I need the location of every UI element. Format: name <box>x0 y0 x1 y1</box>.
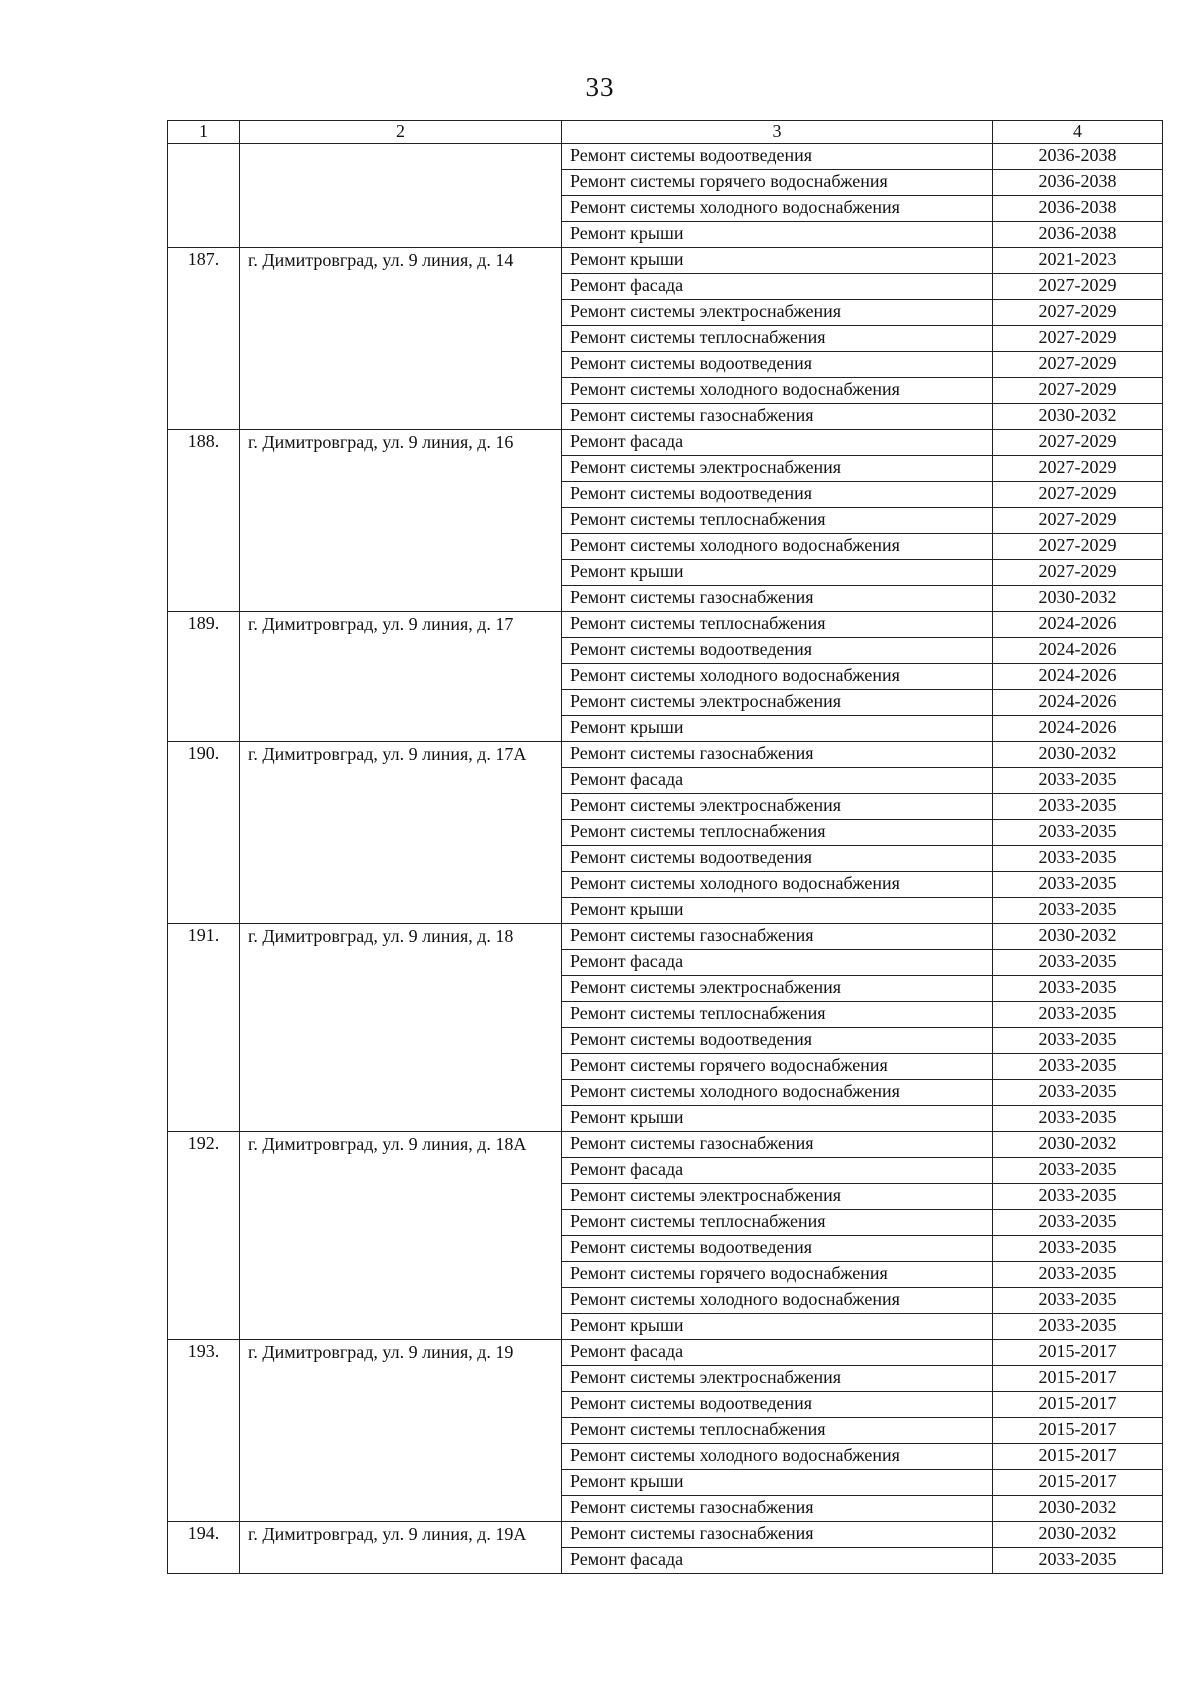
period-cell: 2021-2023 <box>993 248 1163 274</box>
work-type-cell: Ремонт фасада <box>562 274 993 300</box>
table-row <box>168 430 1163 456</box>
period-cell: 2036-2038 <box>993 196 1163 222</box>
period-cell: 2015-2017 <box>993 1340 1163 1366</box>
period-cell: 2027-2029 <box>993 274 1163 300</box>
work-type-cell: Ремонт крыши <box>562 1314 993 1340</box>
work-type-cell: Ремонт системы газоснабжения <box>562 742 993 768</box>
period-cell: 2033-2035 <box>993 1106 1163 1132</box>
row-number-cell: 192. <box>168 1132 240 1340</box>
work-type-cell: Ремонт системы холодного водоснабжения <box>562 534 993 560</box>
period-cell: 2033-2035 <box>993 976 1163 1002</box>
period-cell: 2033-2035 <box>993 1054 1163 1080</box>
period-cell: 2030-2032 <box>993 1496 1163 1522</box>
work-type-cell: Ремонт крыши <box>562 248 993 274</box>
work-type-cell: Ремонт крыши <box>562 1106 993 1132</box>
address-cell <box>240 144 562 248</box>
period-cell: 2033-2035 <box>993 1236 1163 1262</box>
period-cell: 2030-2032 <box>993 1522 1163 1548</box>
period-cell: 2024-2026 <box>993 690 1163 716</box>
period-cell: 2027-2029 <box>993 326 1163 352</box>
work-type-cell: Ремонт системы холодного водоснабжения <box>562 378 993 404</box>
work-type-cell: Ремонт системы электроснабжения <box>562 976 993 1002</box>
period-cell: 2024-2026 <box>993 664 1163 690</box>
period-cell: 2033-2035 <box>993 820 1163 846</box>
work-type-cell: Ремонт системы холодного водоснабжения <box>562 1080 993 1106</box>
period-cell: 2015-2017 <box>993 1418 1163 1444</box>
period-cell: 2015-2017 <box>993 1470 1163 1496</box>
header-col-3: 3 <box>562 121 993 144</box>
period-cell: 2027-2029 <box>993 352 1163 378</box>
header-row <box>168 121 1163 144</box>
row-number-cell <box>168 144 240 248</box>
work-type-cell: Ремонт фасада <box>562 768 993 794</box>
period-cell: 2024-2026 <box>993 716 1163 742</box>
period-cell: 2015-2017 <box>993 1444 1163 1470</box>
period-cell: 2015-2017 <box>993 1392 1163 1418</box>
row-number-cell: 191. <box>168 924 240 1132</box>
address-cell: г. Димитровград, ул. 9 линия, д. 14 <box>240 248 562 430</box>
period-cell: 2033-2035 <box>993 1262 1163 1288</box>
work-type-cell: Ремонт системы горячего водоснабжения <box>562 1262 993 1288</box>
work-type-cell: Ремонт системы теплоснабжения <box>562 508 993 534</box>
work-type-cell: Ремонт системы водоотведения <box>562 638 993 664</box>
table-row <box>168 248 1163 274</box>
address-cell: г. Димитровград, ул. 9 линия, д. 18 <box>240 924 562 1132</box>
work-type-cell: Ремонт системы теплоснабжения <box>562 1210 993 1236</box>
repair-schedule-table <box>167 120 1163 1574</box>
period-cell: 2027-2029 <box>993 378 1163 404</box>
work-type-cell: Ремонт крыши <box>562 560 993 586</box>
period-cell: 2036-2038 <box>993 144 1163 170</box>
work-type-cell: Ремонт системы теплоснабжения <box>562 1418 993 1444</box>
period-cell: 2027-2029 <box>993 560 1163 586</box>
work-type-cell: Ремонт системы водоотведения <box>562 1392 993 1418</box>
period-cell: 2033-2035 <box>993 1002 1163 1028</box>
page-number: 33 <box>585 72 615 102</box>
work-type-cell: Ремонт системы теплоснабжения <box>562 820 993 846</box>
address-cell: г. Димитровград, ул. 9 линия, д. 17 <box>240 612 562 742</box>
work-type-cell: Ремонт системы холодного водоснабжения <box>562 1288 993 1314</box>
work-type-cell: Ремонт системы газоснабжения <box>562 1132 993 1158</box>
period-cell: 2033-2035 <box>993 1158 1163 1184</box>
work-type-cell: Ремонт системы электроснабжения <box>562 456 993 482</box>
period-cell: 2015-2017 <box>993 1366 1163 1392</box>
period-cell: 2030-2032 <box>993 1132 1163 1158</box>
work-type-cell: Ремонт системы газоснабжения <box>562 924 993 950</box>
header-col-1: 1 <box>168 121 240 144</box>
work-type-cell: Ремонт фасада <box>562 950 993 976</box>
row-number-cell: 193. <box>168 1340 240 1522</box>
address-cell: г. Димитровград, ул. 9 линия, д. 16 <box>240 430 562 612</box>
period-cell: 2030-2032 <box>993 404 1163 430</box>
work-type-cell: Ремонт системы холодного водоснабжения <box>562 1444 993 1470</box>
period-cell: 2033-2035 <box>993 1028 1163 1054</box>
period-cell: 2033-2035 <box>993 1288 1163 1314</box>
work-type-cell: Ремонт системы электроснабжения <box>562 1366 993 1392</box>
table-row <box>168 1132 1163 1158</box>
work-type-cell: Ремонт системы газоснабжения <box>562 1522 993 1548</box>
work-type-cell: Ремонт системы холодного водоснабжения <box>562 196 993 222</box>
period-cell: 2033-2035 <box>993 1314 1163 1340</box>
work-type-cell: Ремонт фасада <box>562 1158 993 1184</box>
period-cell: 2027-2029 <box>993 430 1163 456</box>
address-cell: г. Димитровград, ул. 9 линия, д. 18А <box>240 1132 562 1340</box>
row-number-cell: 189. <box>168 612 240 742</box>
period-cell: 2033-2035 <box>993 794 1163 820</box>
period-cell: 2033-2035 <box>993 768 1163 794</box>
address-cell: г. Димитровград, ул. 9 линия, д. 19А <box>240 1522 562 1574</box>
period-cell: 2033-2035 <box>993 950 1163 976</box>
table-row <box>168 144 1163 170</box>
period-cell: 2027-2029 <box>993 534 1163 560</box>
row-number-cell: 194. <box>168 1522 240 1574</box>
work-type-cell: Ремонт системы электроснабжения <box>562 1184 993 1210</box>
address-cell: г. Димитровград, ул. 9 линия, д. 19 <box>240 1340 562 1522</box>
work-type-cell: Ремонт фасада <box>562 430 993 456</box>
period-cell: 2027-2029 <box>993 508 1163 534</box>
table-row <box>168 1340 1163 1366</box>
work-type-cell: Ремонт крыши <box>562 716 993 742</box>
work-type-cell: Ремонт системы водоотведения <box>562 482 993 508</box>
period-cell: 2033-2035 <box>993 1210 1163 1236</box>
period-cell: 2027-2029 <box>993 456 1163 482</box>
table-body <box>168 121 1163 1574</box>
period-cell: 2030-2032 <box>993 924 1163 950</box>
row-number-cell: 187. <box>168 248 240 430</box>
work-type-cell: Ремонт системы электроснабжения <box>562 794 993 820</box>
work-type-cell: Ремонт системы горячего водоснабжения <box>562 170 993 196</box>
work-type-cell: Ремонт системы холодного водоснабжения <box>562 664 993 690</box>
period-cell: 2033-2035 <box>993 898 1163 924</box>
table-row <box>168 612 1163 638</box>
header-col-2: 2 <box>240 121 562 144</box>
period-cell: 2030-2032 <box>993 742 1163 768</box>
work-type-cell: Ремонт системы газоснабжения <box>562 404 993 430</box>
work-type-cell: Ремонт системы газоснабжения <box>562 586 993 612</box>
work-type-cell: Ремонт системы холодного водоснабжения <box>562 872 993 898</box>
work-type-cell: Ремонт системы электроснабжения <box>562 300 993 326</box>
work-type-cell: Ремонт системы газоснабжения <box>562 1496 993 1522</box>
work-type-cell: Ремонт системы водоотведения <box>562 352 993 378</box>
period-cell: 2027-2029 <box>993 300 1163 326</box>
address-cell: г. Димитровград, ул. 9 линия, д. 17А <box>240 742 562 924</box>
work-type-cell: Ремонт фасада <box>562 1548 993 1574</box>
work-type-cell: Ремонт системы водоотведения <box>562 144 993 170</box>
row-number-cell: 188. <box>168 430 240 612</box>
work-type-cell: Ремонт системы водоотведения <box>562 846 993 872</box>
period-cell: 2033-2035 <box>993 1184 1163 1210</box>
row-number-cell: 190. <box>168 742 240 924</box>
period-cell: 2033-2035 <box>993 1548 1163 1574</box>
work-type-cell: Ремонт системы водоотведения <box>562 1028 993 1054</box>
period-cell: 2036-2038 <box>993 170 1163 196</box>
work-type-cell: Ремонт крыши <box>562 898 993 924</box>
period-cell: 2033-2035 <box>993 846 1163 872</box>
work-type-cell: Ремонт фасада <box>562 1340 993 1366</box>
period-cell: 2033-2035 <box>993 872 1163 898</box>
table-row <box>168 742 1163 768</box>
work-type-cell: Ремонт крыши <box>562 1470 993 1496</box>
work-type-cell: Ремонт системы водоотведения <box>562 1236 993 1262</box>
period-cell: 2024-2026 <box>993 612 1163 638</box>
period-cell: 2036-2038 <box>993 222 1163 248</box>
header-col-4: 4 <box>993 121 1163 144</box>
work-type-cell: Ремонт системы горячего водоснабжения <box>562 1054 993 1080</box>
work-type-cell: Ремонт крыши <box>562 222 993 248</box>
table-row <box>168 924 1163 950</box>
work-type-cell: Ремонт системы электроснабжения <box>562 690 993 716</box>
period-cell: 2033-2035 <box>993 1080 1163 1106</box>
period-cell: 2024-2026 <box>993 638 1163 664</box>
table-row <box>168 1522 1163 1548</box>
period-cell: 2027-2029 <box>993 482 1163 508</box>
period-cell: 2030-2032 <box>993 586 1163 612</box>
work-type-cell: Ремонт системы теплоснабжения <box>562 326 993 352</box>
work-type-cell: Ремонт системы теплоснабжения <box>562 1002 993 1028</box>
work-type-cell: Ремонт системы теплоснабжения <box>562 612 993 638</box>
